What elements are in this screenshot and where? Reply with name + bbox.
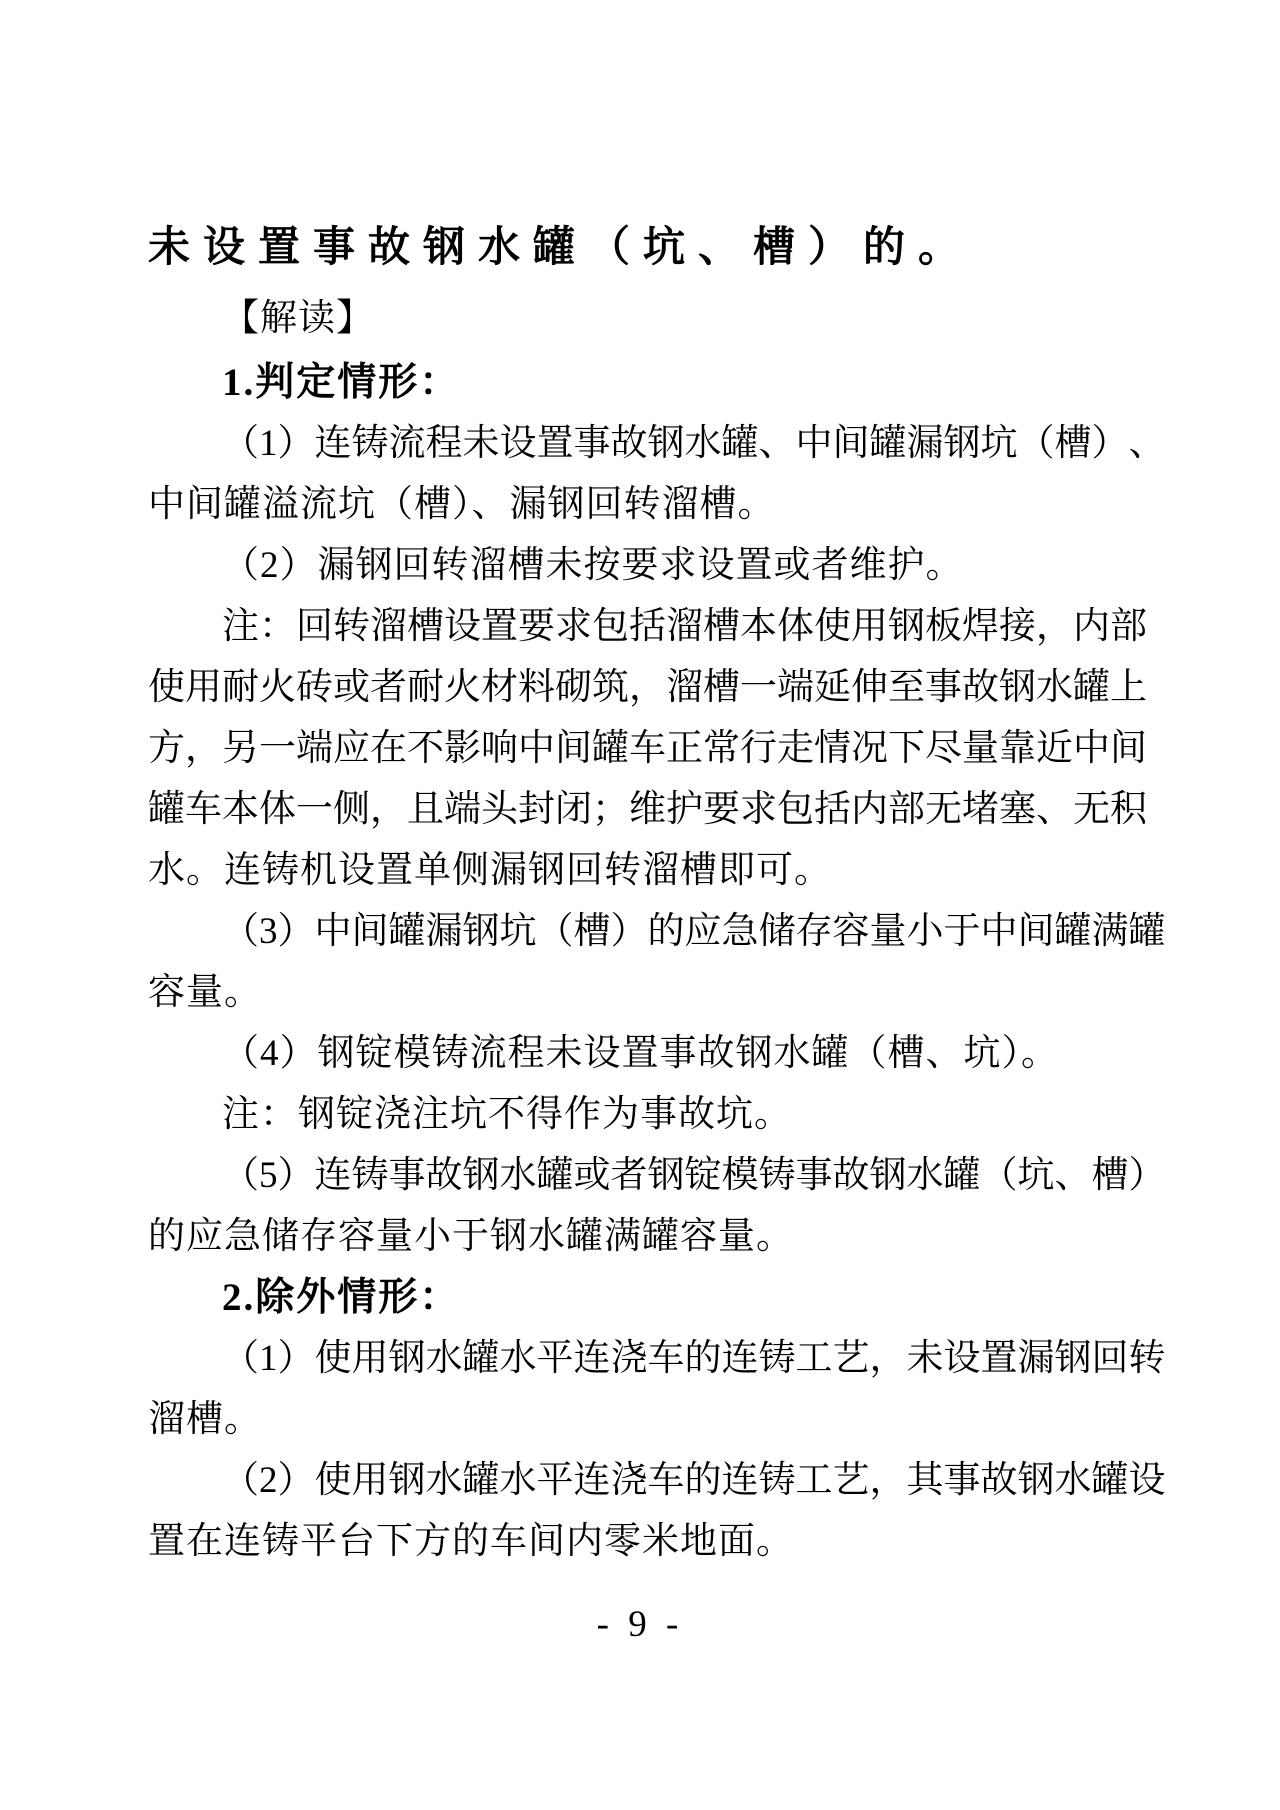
text-line: 水。连铸机设置单侧漏钢回转溜槽即可。 — [148, 850, 832, 891]
page-number: - 9 - — [596, 1604, 684, 1645]
text-line: 方 ， 另 一 端 应 在 不 影 响 中 间 罐 车 正 常 行 走 情 况 下 尽 量 靠 近 中 间 — [148, 728, 1147, 769]
text-line: 注：钢锭浇注坑不得作为事故坑。 — [222, 1094, 792, 1135]
text-line: （ 5 ） 连 铸 事 故 钢 水 罐 或 者 钢 锭 模 铸 事 故 钢 水 罐 （ 坑 、 槽 ） — [222, 1155, 1166, 1196]
text-line: （ 1 ） 连 铸 流 程 未 设 置 事 故 钢 水 罐 、 中 间 罐 漏 钢 坑 （ 槽 ） 、 — [222, 423, 1166, 464]
text-line: 置在连铸平台下方的车间内零米地面。 — [148, 1521, 794, 1562]
text-line: 注 ： 回 转 溜 槽 设 置 要 求 包 括 溜 槽 本 体 使 用 钢 板 焊 接 ， 内 部 — [222, 606, 1147, 647]
text-line: （ 2 ） 使 用 钢 水 罐 水 平 连 浇 车 的 连 铸 工 艺 ， 其 事 故 钢 水 罐 设 — [222, 1460, 1166, 1501]
text-line: 罐 车 本 体 一 侧 ， 且 端 头 封 闭 ； 维 护 要 求 包 括 内 部 无 堵 塞 、 无 积 — [148, 789, 1147, 830]
text-line: （ 3 ） 中 间 罐 漏 钢 坑 （ 槽 ） 的 应 急 储 存 容 量 小 于 中 间 罐 满 罐 — [222, 911, 1166, 952]
text-line: （4）钢锭模铸流程未设置事故钢水罐（槽、坑）。 — [222, 1033, 1059, 1074]
text-line: 中间罐溢流坑（槽）、漏钢回转溜槽。 — [148, 484, 776, 525]
text-line: 容量。 — [148, 972, 262, 1013]
text-line: 的应急储存容量小于钢水罐满罐容量。 — [148, 1216, 794, 1257]
text-line: 【解读】 — [222, 298, 374, 339]
document-body — [148, 216, 1166, 1572]
heading-line: 2.除外情形： — [222, 1276, 461, 1319]
text-line: （ 1 ） 使 用 钢 水 罐 水 平 连 浇 车 的 连 铸 工 艺 ， 未 设 置 漏 钢 回 转 — [222, 1338, 1166, 1379]
heading-line: 1.判定情形： — [222, 361, 461, 404]
text-line: 溜槽。 — [148, 1399, 262, 1440]
text-line: 使 用 耐 火 砖 或 者 耐 火 材 料 砌 筑 ， 溜 槽 一 端 延 伸 至 事 故 钢 水 罐 上 — [148, 667, 1147, 708]
text-line: （2）漏钢回转溜槽未按要求设置或者维护。 — [222, 545, 964, 586]
doc-title-line: 未设置事故钢水罐（坑、槽）的。 — [148, 225, 974, 271]
